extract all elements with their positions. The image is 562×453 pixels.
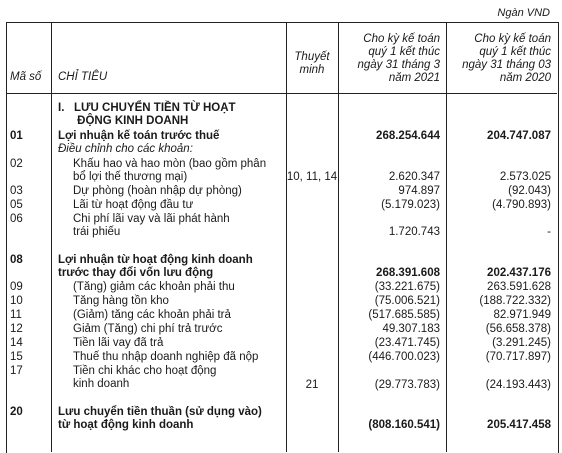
row-code: 03 bbox=[10, 185, 23, 197]
col-divider-code bbox=[51, 22, 52, 452]
row-code: 01 bbox=[10, 130, 23, 142]
row-current-value: 1.720.743 bbox=[388, 226, 440, 238]
row-label: (Tăng) giảm các khoản phải thu bbox=[73, 281, 235, 293]
row-prior-value: (92.043) bbox=[508, 185, 551, 197]
row-current-value: (29.773.783) bbox=[374, 379, 440, 391]
row-label: Tiền chi khác cho hoạt động kinh doanh bbox=[73, 365, 217, 390]
row-current-value: (33.221.675) bbox=[374, 281, 440, 293]
row-current-value: (808.160.541) bbox=[368, 419, 440, 431]
row-code: 12 bbox=[10, 323, 23, 335]
row-code: 11 bbox=[10, 309, 22, 321]
row-current-value: (446.700.023) bbox=[368, 351, 440, 363]
row-prior-value: (188.722.332) bbox=[479, 295, 551, 307]
row-prior-value: 82.971.949 bbox=[493, 309, 551, 321]
row-label: Khấu hao và hao mòn (bao gồm phân bổ lợi thế thương mại) bbox=[73, 158, 267, 183]
row-label: Lợi nhuận kế toán trước thuế bbox=[58, 130, 220, 142]
row-prior-value: 263.591.628 bbox=[487, 281, 551, 293]
currency-unit: Ngàn VND bbox=[497, 7, 550, 19]
row-code: 14 bbox=[10, 337, 23, 349]
row-note: 21 bbox=[305, 379, 319, 391]
row-prior-value: 204.747.087 bbox=[487, 130, 551, 142]
row-note: 10, 11, 14 bbox=[286, 171, 338, 183]
row-current-value: 974.897 bbox=[398, 185, 440, 197]
header-code: Mã số bbox=[10, 71, 42, 83]
col-divider-note bbox=[338, 22, 339, 452]
row-code: 08 bbox=[10, 254, 23, 266]
row-prior-value: 2.573.025 bbox=[499, 171, 551, 183]
row-current-value: (5.179.023) bbox=[381, 199, 440, 211]
col-divider-current bbox=[446, 22, 447, 452]
row-code: 17 bbox=[10, 365, 23, 377]
row-prior-value: (24.193.443) bbox=[485, 379, 551, 391]
row-code: 15 bbox=[10, 351, 23, 363]
row-current-value: (517.685.585) bbox=[368, 309, 440, 321]
header-current-period: Cho kỳ kế toán quý 1 kết thúc ngày 31 tháng 3 năm 2021 bbox=[357, 33, 440, 84]
row-label: Lợi nhuận từ hoạt động kinh doanh trước thay đổi vốn lưu động bbox=[58, 254, 253, 279]
row-current-value: (23.471.745) bbox=[374, 337, 440, 349]
row-current-value: 2.620.347 bbox=[388, 171, 440, 183]
row-current-value: (75.006.521) bbox=[374, 295, 440, 307]
row-prior-value: (4.790.893) bbox=[492, 199, 551, 211]
row-code: 02 bbox=[10, 158, 23, 170]
row-current-value: 49.307.183 bbox=[382, 323, 440, 335]
row-code: 05 bbox=[10, 199, 23, 211]
header-separator bbox=[6, 93, 557, 94]
row-label: Thuế thu nhập doanh nghiệp đã nộp bbox=[73, 351, 259, 363]
row-label: Tăng hàng tồn kho bbox=[73, 295, 169, 307]
row-current-value: 268.391.608 bbox=[376, 267, 440, 279]
row-current-value: 268.254.644 bbox=[376, 130, 440, 142]
row-label: (Giảm) tăng các khoản phải trả bbox=[73, 309, 231, 321]
row-prior-value: (70.717.897) bbox=[485, 351, 551, 363]
row-label: Tiền lãi vay đã trả bbox=[73, 337, 164, 349]
section-title: I. LƯU CHUYỂN TIỀN TỪ HOẠT ĐỘNG KINH DOANH bbox=[58, 102, 236, 127]
adjustments-label: Điều chỉnh cho các khoản: bbox=[58, 143, 193, 155]
row-prior-value: (56.658.378) bbox=[485, 323, 551, 335]
row-code: 20 bbox=[10, 406, 23, 418]
row-code: 10 bbox=[10, 295, 23, 307]
row-code: 09 bbox=[10, 281, 23, 293]
row-label: Giảm (Tăng) chi phí trả trước bbox=[73, 323, 223, 335]
row-label: Dự phòng (hoàn nhập dự phòng) bbox=[73, 185, 242, 197]
row-label: Lưu chuyển tiền thuần (sử dụng vào) từ hoạt động kinh doanh bbox=[58, 406, 262, 431]
row-prior-value: 205.417.458 bbox=[487, 419, 551, 431]
header-note: Thuyết minh bbox=[294, 51, 330, 76]
row-label: Lãi từ hoạt động đầu tư bbox=[73, 199, 194, 211]
row-label: Chi phí lãi vay và lãi phát hành trái phiếu bbox=[73, 213, 230, 238]
row-code: 06 bbox=[10, 213, 23, 225]
row-prior-value: (3.291.245) bbox=[492, 337, 551, 349]
row-prior-value: 202.437.176 bbox=[487, 267, 551, 279]
row-prior-value: - bbox=[547, 226, 551, 238]
header-item: CHỈ TIÊU bbox=[58, 71, 108, 83]
header-prior-period: Cho kỳ kế toán quý 1 kết thúc ngày 31 tháng 03 năm 2020 bbox=[462, 33, 551, 84]
